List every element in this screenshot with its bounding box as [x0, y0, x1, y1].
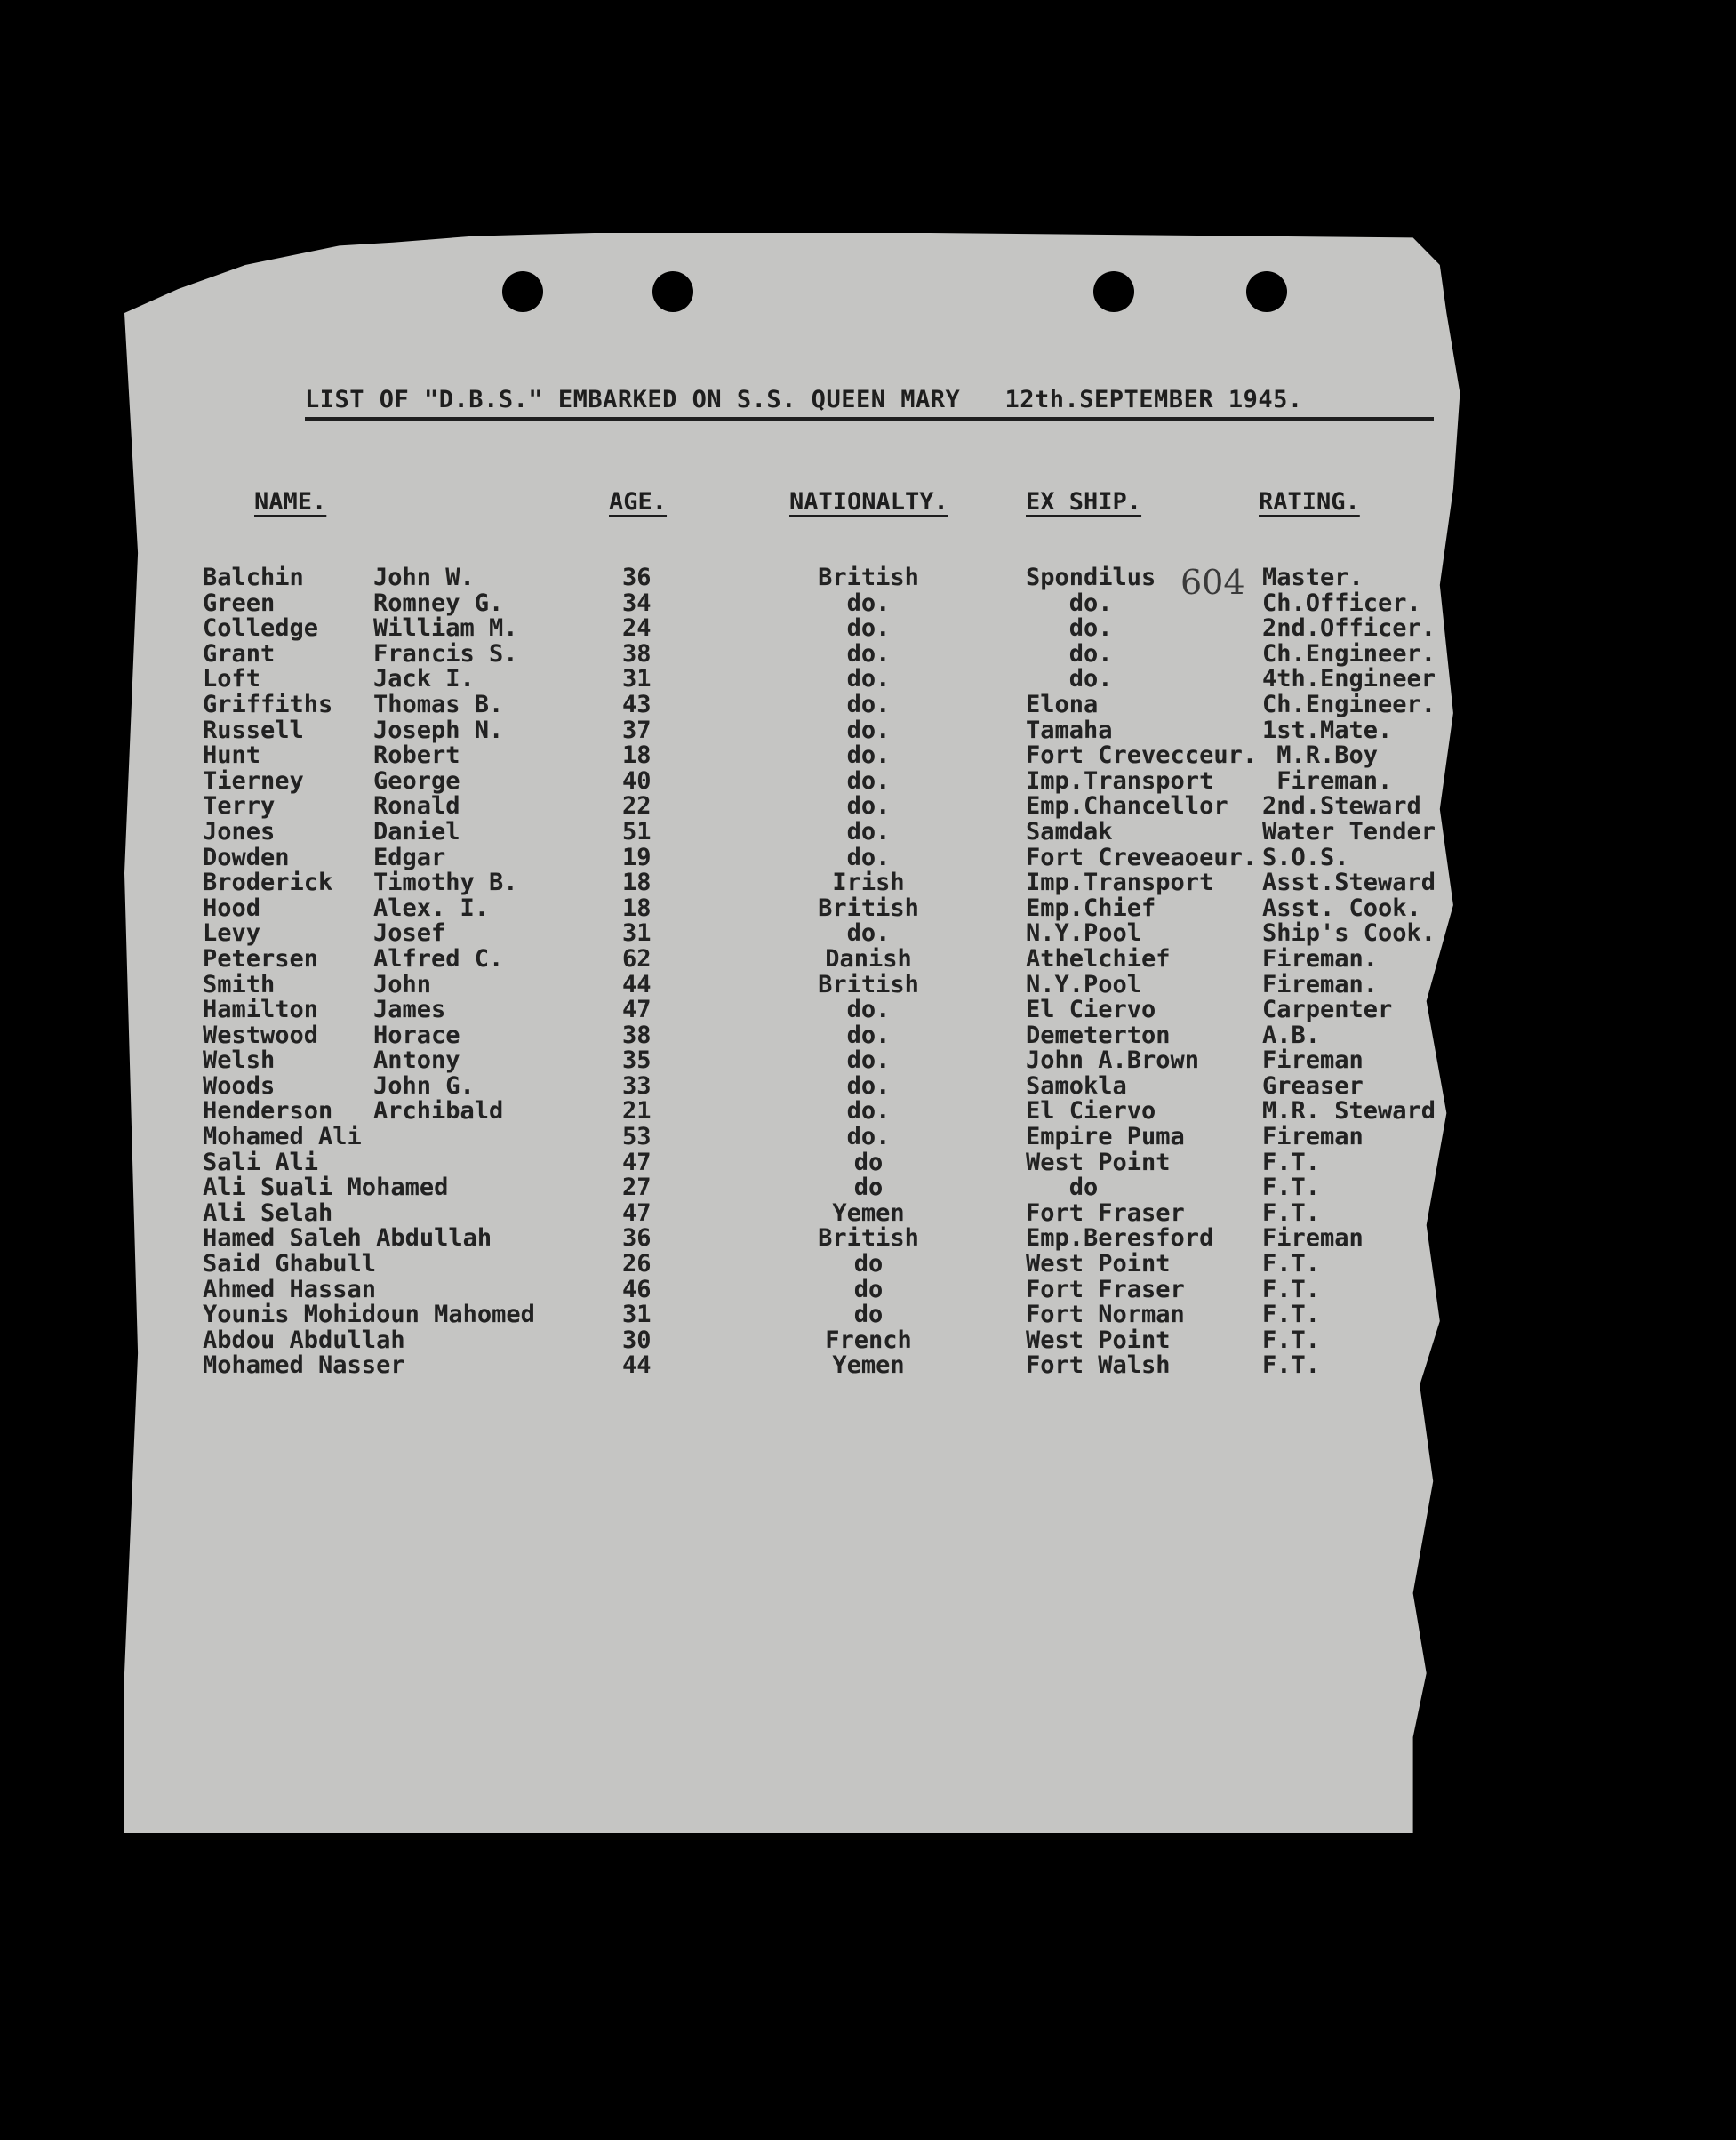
crew-nationality: do.: [846, 639, 891, 668]
crew-age: 38: [622, 639, 652, 668]
crew-surname: Welsh: [203, 1046, 276, 1075]
crew-surname: Russell: [203, 716, 304, 744]
crew-age: 31: [622, 1301, 652, 1329]
crew-given-name: Francis S.: [373, 639, 518, 668]
crew-age: 47: [622, 1148, 652, 1176]
crew-given-name: Robert: [373, 741, 460, 770]
crew-surname: Sali Ali: [203, 1148, 319, 1176]
crew-surname: Ali Selah: [203, 1198, 333, 1227]
crew-rating: 2nd.Officer.: [1262, 614, 1436, 643]
crew-rating: F.T.: [1262, 1250, 1321, 1278]
crew-nationality: do.: [846, 1071, 891, 1100]
crew-age: 35: [622, 1046, 652, 1075]
crew-row: [0, 717, 1736, 742]
crew-nationality: British: [818, 564, 919, 591]
crew-nationality: British: [818, 970, 919, 998]
crew-ex-ship: Imp.Transport: [1026, 766, 1214, 795]
header-ex-ship: EX SHIP.: [1026, 488, 1142, 516]
crew-given-name: Ronald: [373, 792, 460, 821]
crew-row: [0, 589, 1736, 615]
crew-surname: Hamilton: [203, 996, 319, 1024]
crew-ex-ship: do.: [1026, 589, 1113, 617]
crew-nationality: do.: [846, 1021, 891, 1049]
crew-nationality: do.: [846, 817, 891, 846]
crew-row: [0, 818, 1736, 844]
crew-given-name: Edgar: [373, 843, 446, 871]
crew-ex-ship: N.Y.Pool: [1026, 919, 1142, 948]
crew-row: [0, 1174, 1736, 1202]
crew-rating: Water Tender: [1262, 817, 1436, 846]
crew-age: 36: [622, 564, 652, 591]
crew-nationality: do.: [846, 843, 891, 871]
crew-surname: Hunt: [203, 741, 261, 770]
crew-given-name: William M.: [373, 614, 518, 643]
crew-ex-ship: Fort Fraser: [1026, 1275, 1185, 1303]
crew-ex-ship: do.: [1026, 665, 1113, 693]
crew-rating: Ch.Officer.: [1262, 589, 1421, 617]
crew-ex-ship: Samdak: [1026, 817, 1113, 846]
crew-ex-ship: El Ciervo: [1026, 1097, 1156, 1126]
crew-age: 40: [622, 766, 652, 795]
crew-ex-ship: Fort Creveaoeur.: [1026, 843, 1258, 871]
crew-row: [0, 1022, 1736, 1047]
document-number-stamp: 604: [1180, 563, 1245, 602]
crew-nationality: do.: [846, 996, 891, 1024]
crew-surname: Smith: [203, 970, 276, 998]
crew-given-name: Archibald: [373, 1097, 504, 1126]
crew-surname: Hood: [203, 894, 261, 922]
crew-nationality: French: [825, 1326, 912, 1354]
crew-age: 31: [622, 919, 652, 948]
crew-rating: 1st.Mate.: [1262, 716, 1393, 744]
crew-row: [0, 869, 1736, 897]
crew-surname: Ali Suali Mohamed: [203, 1174, 449, 1202]
crew-nationality: do.: [846, 766, 891, 795]
crew-rating: 2nd.Steward: [1262, 792, 1421, 821]
crew-surname: Younis Mohidoun Mahomed: [203, 1301, 535, 1329]
crew-ex-ship: do.: [1026, 639, 1113, 668]
crew-rating: Ship's Cook.: [1262, 919, 1436, 948]
crew-ex-ship: Demeterton: [1026, 1021, 1171, 1049]
crew-ex-ship: Emp.Beresford: [1026, 1224, 1214, 1253]
crew-rating: Fireman.: [1262, 766, 1393, 795]
crew-nationality: do.: [846, 1046, 891, 1075]
crew-given-name: Timothy B.: [373, 869, 518, 897]
crew-given-name: James: [373, 996, 446, 1024]
crew-rating: Fireman.: [1262, 944, 1379, 973]
crew-surname: Levy: [203, 919, 261, 948]
crew-rating: Asst.Steward: [1262, 869, 1436, 897]
crew-row: [0, 1351, 1736, 1380]
crew-ex-ship: West Point: [1026, 1250, 1171, 1278]
crew-nationality: Danish: [825, 944, 912, 973]
crew-surname: Mohamed Ali: [203, 1123, 362, 1151]
crew-rating: F.T.: [1262, 1174, 1321, 1202]
crew-surname: Woods: [203, 1071, 276, 1100]
crew-row: [0, 945, 1736, 971]
crew-age: 30: [622, 1326, 652, 1354]
crew-age: 37: [622, 716, 652, 744]
crew-nationality: do: [853, 1250, 884, 1278]
crew-ex-ship: Spondilus: [1026, 564, 1156, 591]
punch-hole: [502, 271, 543, 312]
crew-given-name: John W.: [373, 564, 475, 591]
crew-row: [0, 767, 1736, 793]
crew-rating: Ch.Engineer.: [1262, 639, 1436, 668]
crew-nationality: Irish: [832, 869, 905, 897]
crew-ex-ship: Elona: [1026, 690, 1099, 718]
crew-list: [0, 564, 1736, 1380]
crew-nationality: British: [818, 1224, 919, 1253]
crew-row: [0, 1046, 1736, 1075]
crew-rating: F.T.: [1262, 1326, 1321, 1354]
crew-row: [0, 741, 1736, 770]
crew-ex-ship: do.: [1026, 614, 1113, 643]
crew-rating: M.R.Boy: [1262, 741, 1379, 770]
crew-surname: Abdou Abdullah: [203, 1326, 405, 1354]
crew-surname: Mohamed Nasser: [203, 1351, 405, 1380]
crew-ex-ship: Athelchief: [1026, 944, 1171, 973]
crew-surname: Broderick: [203, 869, 333, 897]
crew-age: 44: [622, 1351, 652, 1380]
crew-rating: M.R. Steward: [1262, 1097, 1436, 1126]
crew-nationality: do.: [846, 741, 891, 770]
crew-rating: A.B.: [1262, 1021, 1321, 1049]
crew-rating: Carpenter: [1262, 996, 1393, 1024]
crew-given-name: Jack I.: [373, 665, 475, 693]
crew-surname: Petersen: [203, 944, 319, 973]
crew-nationality: do: [853, 1174, 884, 1202]
header-age: AGE.: [609, 488, 668, 516]
crew-given-name: Joseph N.: [373, 716, 504, 744]
crew-row: [0, 894, 1736, 920]
crew-ex-ship: Fort Norman: [1026, 1301, 1185, 1329]
crew-rating: F.T.: [1262, 1301, 1321, 1329]
crew-ex-ship: Emp.Chancellor: [1026, 792, 1228, 821]
crew-age: 24: [622, 614, 652, 643]
crew-given-name: Daniel: [373, 817, 460, 846]
header-name: NAME.: [254, 488, 327, 516]
crew-ex-ship: Fort Crevecceur.: [1026, 741, 1258, 770]
crew-age: 26: [622, 1250, 652, 1278]
crew-surname: Said Ghabull: [203, 1250, 377, 1278]
crew-age: 62: [622, 944, 652, 973]
crew-age: 18: [622, 741, 652, 770]
crew-row: [0, 1199, 1736, 1225]
crew-rating: Master.: [1262, 564, 1364, 591]
crew-nationality: do: [853, 1148, 884, 1176]
crew-given-name: George: [373, 766, 460, 795]
crew-ex-ship: El Ciervo: [1026, 996, 1156, 1024]
crew-given-name: Antony: [373, 1046, 460, 1075]
crew-nationality: Yemen: [832, 1351, 905, 1380]
crew-age: 18: [622, 869, 652, 897]
crew-surname: Loft: [203, 665, 261, 693]
crew-row: [0, 919, 1736, 948]
crew-age: 27: [622, 1174, 652, 1202]
crew-row: [0, 971, 1736, 997]
crew-nationality: do.: [846, 589, 891, 617]
crew-nationality: do: [853, 1301, 884, 1329]
crew-nationality: British: [818, 894, 919, 922]
crew-age: 47: [622, 996, 652, 1024]
crew-given-name: Josef: [373, 919, 446, 948]
crew-given-name: Alfred C.: [373, 944, 504, 973]
crew-ex-ship: Fort Walsh: [1026, 1351, 1171, 1380]
punch-hole: [652, 271, 693, 312]
crew-rating: Greaser: [1262, 1071, 1364, 1100]
crew-row: [0, 564, 1736, 589]
crew-rating: S.O.S.: [1262, 843, 1349, 871]
crew-row: [0, 1250, 1736, 1276]
crew-surname: Ahmed Hassan: [203, 1275, 377, 1303]
crew-rating: Fireman: [1262, 1046, 1364, 1075]
crew-rating: F.T.: [1262, 1198, 1321, 1227]
crew-row: [0, 1326, 1736, 1352]
crew-row: [0, 640, 1736, 666]
crew-surname: Green: [203, 589, 276, 617]
crew-row: [0, 1224, 1736, 1253]
crew-ex-ship: Empire Puma: [1026, 1123, 1185, 1151]
crew-row: [0, 792, 1736, 821]
crew-ex-ship: Samokla: [1026, 1071, 1127, 1100]
crew-ex-ship: John A.Brown: [1026, 1046, 1200, 1075]
crew-rating: Fireman.: [1262, 970, 1379, 998]
punch-hole: [1093, 271, 1134, 312]
crew-nationality: do.: [846, 919, 891, 948]
crew-nationality: do: [853, 1275, 884, 1303]
crew-surname: Terry: [203, 792, 276, 821]
crew-age: 36: [622, 1224, 652, 1253]
crew-rating: F.T.: [1262, 1351, 1321, 1380]
crew-nationality: Yemen: [832, 1198, 905, 1227]
crew-nationality: do.: [846, 792, 891, 821]
document-title: LIST OF "D.B.S." EMBARKED ON S.S. QUEEN MARY 12th.SEPTEMBER 1945.: [305, 386, 1434, 421]
crew-surname: Colledge: [203, 614, 319, 643]
crew-surname: Balchin: [203, 564, 304, 591]
crew-row: [0, 614, 1736, 643]
crew-row: [0, 1276, 1736, 1302]
crew-given-name: Thomas B.: [373, 690, 504, 718]
crew-ex-ship: N.Y.Pool: [1026, 970, 1142, 998]
crew-given-name: Horace: [373, 1021, 460, 1049]
crew-age: 47: [622, 1198, 652, 1227]
crew-row: [0, 1072, 1736, 1098]
crew-rating: Fireman: [1262, 1224, 1364, 1253]
crew-given-name: John G.: [373, 1071, 475, 1100]
crew-age: 51: [622, 817, 652, 846]
crew-ex-ship: Imp.Transport: [1026, 869, 1214, 897]
crew-surname: Griffiths: [203, 690, 333, 718]
crew-age: 18: [622, 894, 652, 922]
crew-age: 19: [622, 843, 652, 871]
crew-row: [0, 665, 1736, 691]
crew-row: [0, 1301, 1736, 1329]
crew-row: [0, 691, 1736, 717]
crew-surname: Grant: [203, 639, 276, 668]
header-rating: RATING.: [1259, 488, 1360, 516]
crew-nationality: do.: [846, 665, 891, 693]
crew-ex-ship: Fort Fraser: [1026, 1198, 1185, 1227]
crew-age: 31: [622, 665, 652, 693]
crew-given-name: Alex. I.: [373, 894, 490, 922]
crew-rating: F.T.: [1262, 1148, 1321, 1176]
crew-age: 53: [622, 1123, 652, 1151]
crew-rating: 4th.Engineer: [1262, 665, 1436, 693]
crew-rating: Ch.Engineer.: [1262, 690, 1436, 718]
crew-row: [0, 1123, 1736, 1149]
crew-ex-ship: do: [1026, 1174, 1099, 1202]
crew-surname: Henderson: [203, 1097, 333, 1126]
crew-surname: Dowden: [203, 843, 290, 871]
crew-given-name: John: [373, 970, 432, 998]
crew-age: 44: [622, 970, 652, 998]
crew-ex-ship: Tamaha: [1026, 716, 1113, 744]
crew-nationality: do.: [846, 716, 891, 744]
crew-age: 21: [622, 1097, 652, 1126]
crew-age: 38: [622, 1021, 652, 1049]
crew-rating: F.T.: [1262, 1275, 1321, 1303]
crew-age: 34: [622, 589, 652, 617]
punch-hole: [1246, 271, 1287, 312]
crew-nationality: do.: [846, 614, 891, 643]
header-nationality: NATIONALTY.: [789, 488, 948, 516]
crew-given-name: Romney G.: [373, 589, 504, 617]
crew-age: 33: [622, 1071, 652, 1100]
crew-ex-ship: West Point: [1026, 1326, 1171, 1354]
crew-age: 22: [622, 792, 652, 821]
crew-age: 46: [622, 1275, 652, 1303]
crew-surname: Hamed Saleh Abdullah: [203, 1224, 492, 1253]
crew-row: [0, 1149, 1736, 1174]
crew-row: [0, 844, 1736, 870]
crew-nationality: do.: [846, 1097, 891, 1126]
crew-nationality: do.: [846, 690, 891, 718]
crew-surname: Jones: [203, 817, 276, 846]
crew-rating: Asst. Cook.: [1262, 894, 1421, 922]
crew-age: 43: [622, 690, 652, 718]
crew-surname: Tierney: [203, 766, 304, 795]
crew-nationality: do.: [846, 1123, 891, 1151]
crew-surname: Westwood: [203, 1021, 319, 1049]
crew-ex-ship: West Point: [1026, 1148, 1171, 1176]
crew-row: [0, 996, 1736, 1022]
crew-ex-ship: Emp.Chief: [1026, 894, 1156, 922]
crew-row: [0, 1097, 1736, 1126]
crew-rating: Fireman: [1262, 1123, 1364, 1151]
